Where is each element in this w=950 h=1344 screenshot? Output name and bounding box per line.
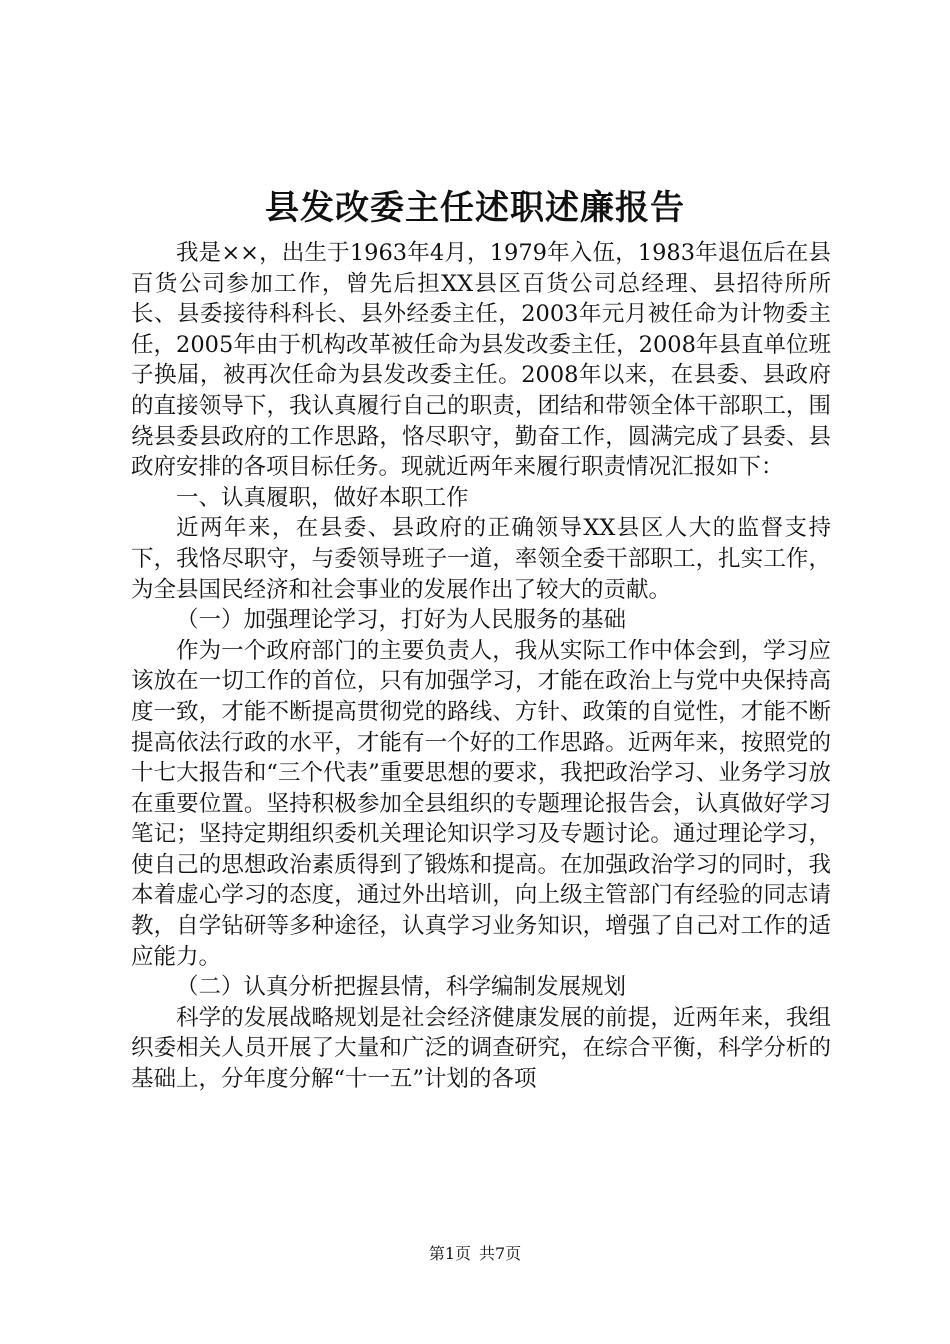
page-number: 第1页 [428, 1244, 471, 1263]
subsection-heading-2: （二）认真分析把握县情，科学编制发展规划 [176, 974, 627, 1001]
subsection-1-paragraph: 作为一个政府部门的主要负责人，我从实际工作中体会到，学习应该放在一切工作的首位，只有加强学习，才能在政治上与党中央保持高度一致，才能不断提高贯彻党的路线、方针、政策的自觉性，才能不断提高依法行政的水平，才能有一个好的工作思路。近两年来，按照党的十七大报告和“三个代表”重要思想的要求，我把政治学习、业务学习放在重要位置。坚持积极参加全县组织的专题理论报告会，认真做好学习笔记；坚持定期组织委机关理论知识学习及专题讨论。通过理论学习，使自己的思想政治素质得到了锻炼和提高。在加强政治学习的同时，我本着虚心学习的态度，通过外出培训，向上级主管部门有经验的同志请教，自学钻研等多种途径，认真学习业务知识，增强了自己对工作的适应能力。 [131, 637, 831, 970]
subsection-heading-1: （一）加强理论学习，打好为人民服务的基础 [176, 607, 627, 634]
document-title: 县发改委主任述职述廉报告 [265, 188, 685, 228]
document-body [131, 238, 831, 1095]
page-total: 共7页 [479, 1244, 522, 1263]
page-footer [0, 1244, 950, 1264]
section-heading-1: 一、认真履职，做好本职工作 [176, 484, 469, 511]
section-1-paragraph: 近两年来，在县委、县政府的正确领导XX县区人大的监督支持下，我恪尽职守，与委领导班子一道，率领全委干部职工，扎实工作，为全县国民经济和社会事业的发展作出了较大的贡献。 [131, 515, 831, 603]
subsection-2-paragraph: 科学的发展战略规划是社会经济健康发展的前提，近两年来，我组织委相关人员开展了大量和广泛的调查研究，在综合平衡，科学分析的基础上，分年度分解“十一五”计划的各项 [131, 1004, 831, 1093]
intro-paragraph: 我是××，出生于1963年4月，1979年入伍，1983年退伍后在县百货公司参加工作，曾先后担XX县区百货公司总经理、县招待所所长、县委接待科科长、县外经委主任，2003年元月被任命为计物委主任，2005年由于机构改革被任命为县发改委主任，2008年县直单位班子换届，被再次任命为县发改委主任。2008年以来，在县委、县政府的直接领导下，我认真履行自己的职责，团结和带领全体干部职工，围绕县委县政府的工作思路，恪尽职守，勤奋工作，圆满完成了县委、县政府安排的各项目标任务。现就近两年来履行职责情况汇报如下： [131, 240, 831, 481]
